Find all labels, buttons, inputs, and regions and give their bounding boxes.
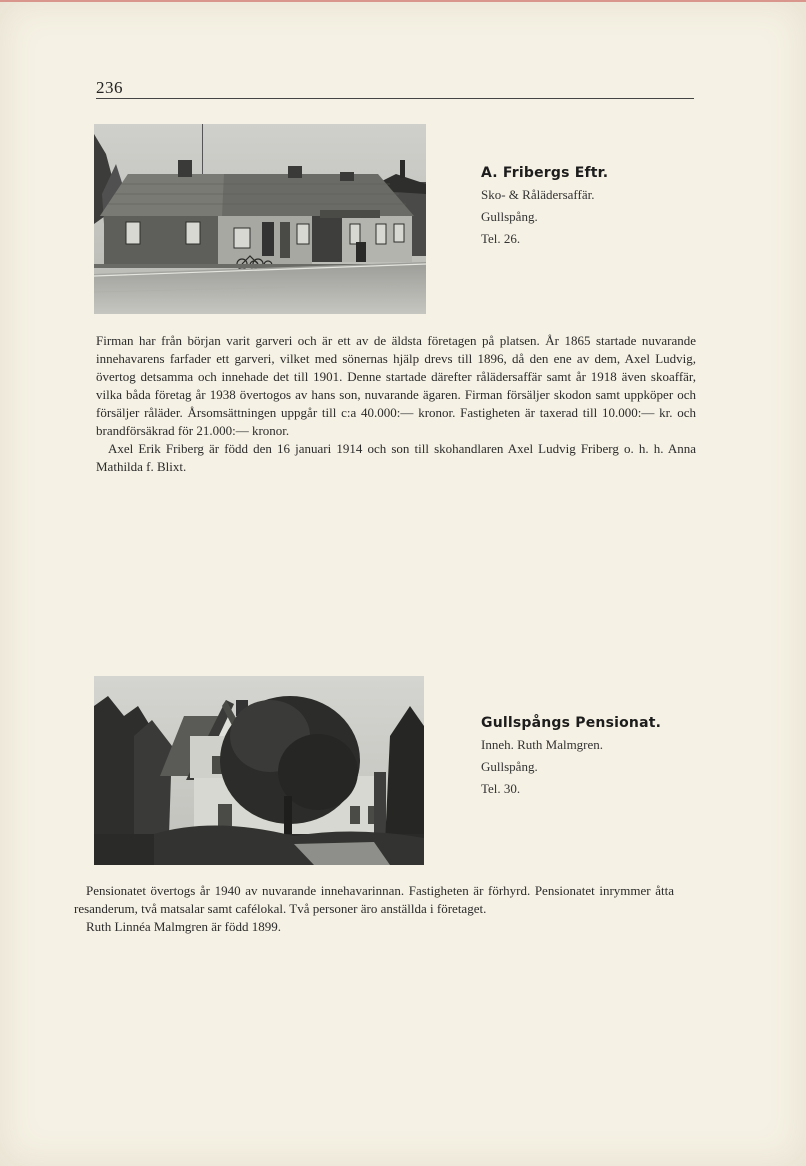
photo-fribergs-building	[94, 124, 426, 314]
pensionat-town: Gullspång.	[481, 759, 538, 774]
header-rule	[96, 98, 694, 99]
fribergs-paragraph-1: Firman har från början varit garveri och är ett av de äldsta företagen på platsen. År 1865 startade nuvarande innehavarens farfader ett garveri, vilket med sönernas hjälp drevs till 1896, då den ene av dem, Axel Ludvig, övertog detsamma och innehade det till 1901. Denne startade därefter rålädersaffär samt år 1918 även skoaffär, vilka båda företag år 1938 övertogos av hans son, nuvarande ägaren. Firman försäljer skodon samt uppköper och försäljer råläder. Årsomsättningen uppgår till c:a 40.000:— kronor. Fastigheten är taxerad till 10.000:— kr. och brandförsäkrad för 21.000:— kronor.	[96, 333, 696, 438]
pensionat-paragraph-1: Pensionatet övertogs år 1940 av nuvarande innehavarinnan. Fastigheten är förhyrd. Pensionatet inrymmer åtta resanderum, två matsalar samt cafélokal. Två personer äro anställda i företaget.	[74, 883, 674, 916]
fribergs-business: Sko- & Rålädersaffär.	[481, 187, 595, 202]
pensionat-phone: Tel. 30.	[481, 781, 521, 796]
photo-fribergs-image	[94, 124, 426, 314]
pensionat-owner: Inneh. Ruth Malmgren.	[481, 737, 604, 752]
fribergs-description	[96, 332, 696, 476]
fribergs-paragraph-2: Axel Erik Friberg är född den 16 januari 1914 och son till skohandlaren Axel Ludvig Friberg o. h. h. Anna Mathilda f. Blixt.	[96, 441, 696, 474]
fribergs-phone: Tel. 26.	[481, 231, 521, 246]
page-number: 236	[96, 78, 123, 97]
top-edge-line	[0, 0, 806, 2]
fribergs-name: A. Fribergs Eftr.	[481, 165, 609, 181]
fribergs-caption	[481, 162, 608, 250]
photo-gullspangs-pensionat	[94, 676, 424, 865]
pensionat-description	[74, 882, 674, 936]
fribergs-town: Gullspång.	[481, 209, 538, 224]
pensionat-paragraph-2: Ruth Linnéa Malmgren är född 1899.	[86, 919, 281, 934]
photo-pensionat-image	[94, 676, 424, 865]
pensionat-name: Gullspångs Pensionat.	[481, 715, 662, 731]
pensionat-caption	[481, 712, 661, 800]
